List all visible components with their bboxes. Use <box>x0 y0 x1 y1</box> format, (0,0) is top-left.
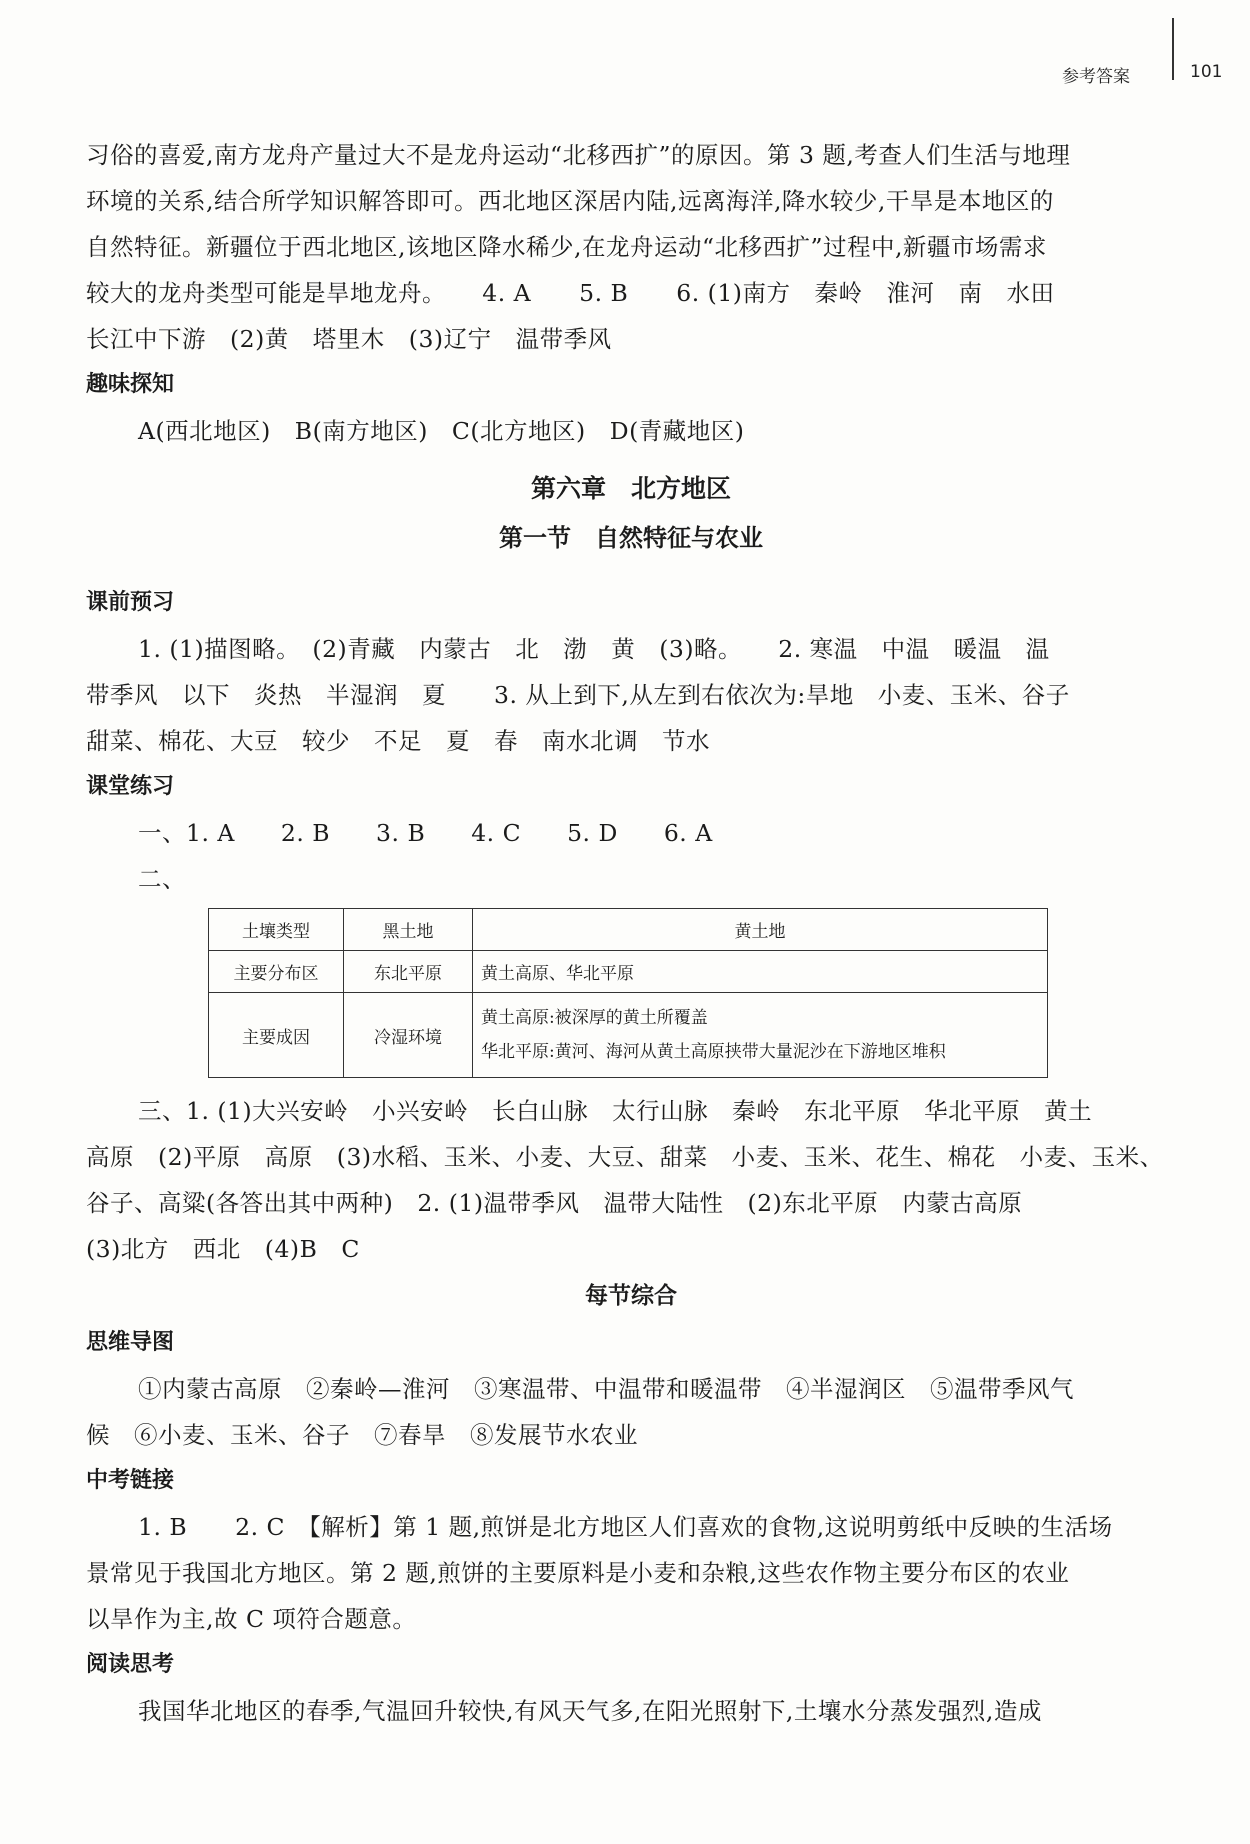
answer-item: 2. B <box>280 819 331 847</box>
text-line: 习俗的喜爱,南方龙舟产量过大不是龙舟运动“北移西扩”的原因。第 3 题,考查人们生活与地理 <box>86 141 1071 169</box>
answer-item: 1. A <box>186 819 235 847</box>
table-header-row <box>209 909 1048 951</box>
mindmap-heading: 思维导图 <box>86 1330 175 1355</box>
table-cell: 主要成因 <box>209 993 344 1078</box>
text-line: (3)北方 西北 (4)B C <box>86 1235 360 1263</box>
chapter-title: 第六章 北方地区 <box>530 474 731 503</box>
section-title: 第一节 自然特征与农业 <box>499 524 763 552</box>
table-header-cell: 土壤类型 <box>209 909 344 951</box>
text-line: ①内蒙古高原 ②秦岭—淮河 ③寒温带、中温带和暖温带 ④半湿润区 ⑤温带季风气 <box>138 1375 1074 1403</box>
answer-item: 5. D <box>567 819 618 847</box>
answer-item: 4. C <box>471 819 522 847</box>
text-line: 自然特征。新疆位于西北地区,该地区降水稀少,在龙舟运动“北移西扩”过程中,新疆市场需求 <box>86 233 1047 261</box>
text-line: 1. B 2. C 【解析】第 1 题,煎饼是北方地区人们喜欢的食物,这说明剪纸中反映的生活场 <box>138 1513 1113 1541</box>
table-cell: 主要分布区 <box>209 951 344 993</box>
header-label: 参考答案 <box>1062 67 1130 87</box>
table-cell <box>473 993 1048 1078</box>
text-line: 长江中下游 (2)黄 塔里木 (3)辽宁 温带季风 <box>86 325 612 353</box>
text-line: 环境的关系,结合所学知识解答即可。西北地区深居内陆,远离海洋,降水较少,干旱是本地区的 <box>86 187 1054 215</box>
table-row <box>209 993 1048 1078</box>
answer-item: 6. A <box>663 819 713 847</box>
table-cell: 冷湿环境 <box>344 993 473 1078</box>
table-row <box>209 951 1048 993</box>
text-line: 带季风 以下 炎热 半湿润 夏 3. 从上到下,从左到右依次为:旱地 小麦、玉米、谷子 <box>86 681 1070 709</box>
header-divider <box>1172 18 1174 80</box>
fun-answer: A(西北地区) B(南方地区) C(北方地区) D(青藏地区) <box>138 417 745 445</box>
part1-prefix: 一、 <box>138 819 186 847</box>
table-cell: 东北平原 <box>344 951 473 993</box>
text-line: 1. (1)描图略。 (2)青藏 内蒙古 北 渤 黄 (3)略。 2. 寒温 中温 暖温 温 <box>138 635 1050 663</box>
soil-table <box>208 908 1048 1078</box>
fun-heading: 趣味探知 <box>86 372 175 397</box>
summary-title: 每节综合 <box>585 1283 677 1309</box>
exam-heading: 中考链接 <box>86 1468 175 1493</box>
page-content <box>86 132 1176 1734</box>
part1-answers <box>86 810 1176 856</box>
preview-heading: 课前预习 <box>86 590 175 615</box>
page-number: 101 <box>1190 62 1223 82</box>
cause-line: 华北平原:黄河、海河从黄土高原挟带大量泥沙在下游地区堆积 <box>481 1042 946 1062</box>
table-header-cell: 黑土地 <box>344 909 473 951</box>
part2-label: 二、 <box>138 865 186 893</box>
text-line: 高原 (2)平原 高原 (3)水稻、玉米、小麦、大豆、甜菜 小麦、玉米、花生、棉花 小麦、玉米、 <box>86 1143 1164 1171</box>
table-header-cell: 黄土地 <box>473 909 1048 951</box>
text-line: 甜菜、棉花、大豆 较少 不足 夏 春 南水北调 节水 <box>86 727 710 755</box>
cause-line: 黄土高原:被深厚的黄土所覆盖 <box>481 1008 708 1028</box>
text-line: 三、1. (1)大兴安岭 小兴安岭 长白山脉 太行山脉 秦岭 东北平原 华北平原 黄土 <box>138 1097 1093 1125</box>
text-line: 景常见于我国北方地区。第 2 题,煎饼的主要原料是小麦和杂粮,这些农作物主要分布区的农业 <box>86 1559 1070 1587</box>
text-line: 以旱作为主,故 C 项符合题意。 <box>86 1605 417 1633</box>
reading-heading: 阅读思考 <box>86 1652 175 1677</box>
table-cell: 黄土高原、华北平原 <box>473 951 1048 993</box>
text-line: 候 ⑥小麦、玉米、谷子 ⑦春旱 ⑧发展节水农业 <box>86 1421 638 1449</box>
practice-heading: 课堂练习 <box>86 774 175 799</box>
answer-item: 3. B <box>376 819 426 847</box>
text-line: 谷子、高粱(各答出其中两种) 2. (1)温带季风 温带大陆性 (2)东北平原 内蒙古高原 <box>86 1189 1023 1217</box>
top-paragraph <box>86 132 1176 362</box>
text-line: 我国华北地区的春季,气温回升较快,有风天气多,在阳光照射下,土壤水分蒸发强烈,造成 <box>138 1697 1042 1725</box>
text-line: 较大的龙舟类型可能是旱地龙舟。 4. A 5. B 6. (1)南方 秦岭 淮河 南 水田 <box>86 279 1055 307</box>
